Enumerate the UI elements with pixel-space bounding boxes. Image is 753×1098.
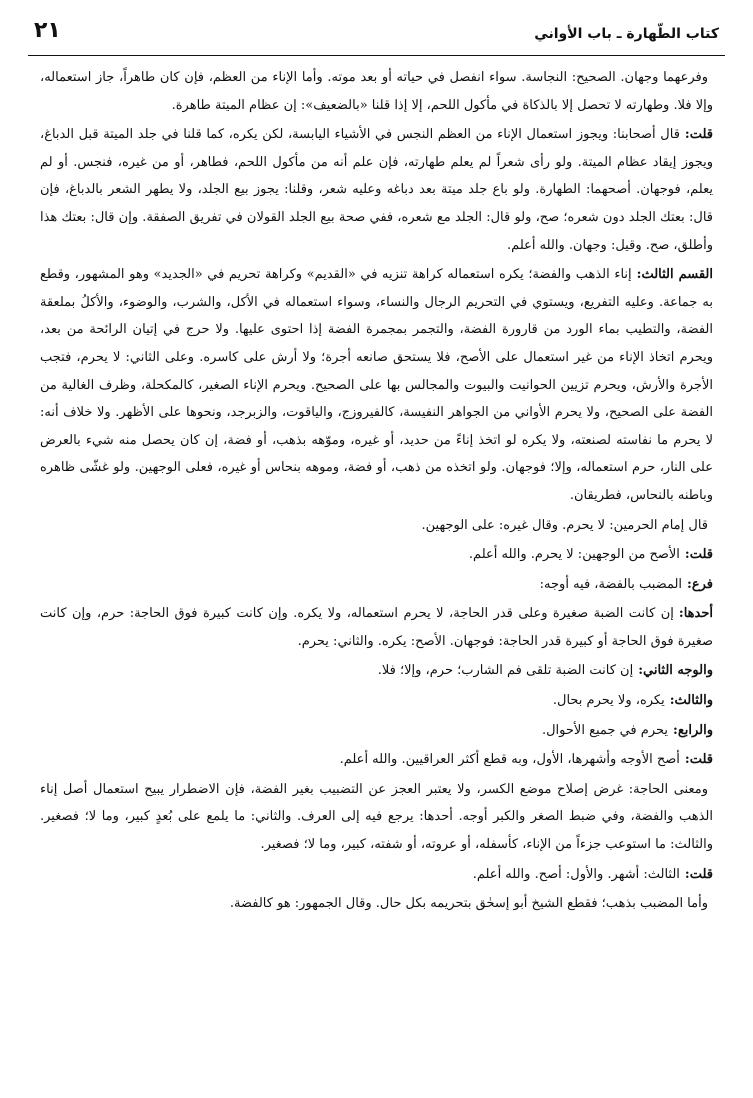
paragraph-lead: قلت: <box>684 127 713 143</box>
paragraph <box>40 512 713 540</box>
paragraph <box>40 746 713 774</box>
page-number: ٢١ <box>34 18 61 43</box>
paragraph-lead: والوجه الثاني: <box>638 663 713 679</box>
paragraph-lead: فرع: <box>687 576 713 592</box>
running-title: كتاب الطّهارة ـ باب الأواني <box>534 26 719 42</box>
paragraph <box>40 687 713 715</box>
header-rule <box>28 55 725 56</box>
paragraph <box>40 64 713 119</box>
paragraph-text: الثالث: أشهر. والأول: أصح. والله أعلم. <box>472 866 680 882</box>
paragraph-text: يكره، ولا يحرم بحال. <box>552 693 665 709</box>
paragraph-text: الأصح من الوجهين: لا يحرم. والله أعلم. <box>468 547 680 563</box>
paragraph-text: يحرم في جميع الأحوال. <box>541 722 669 738</box>
paragraph <box>40 121 713 259</box>
page-header <box>34 10 719 54</box>
paragraph-text: ومعنى الحاجة: غرض إصلاح موضع الكسر، ولا يعتبر العجز عن التضبيب بغير الفضة، فإن الاضطرار يبيح استعمال أصل إناء الذهب والفضة، وفي ضبط الصغر والكبر أوجه. أحدها: يرجع فيه إلى العرف. والثاني: ما يلمع على بُعدٍ كبير، وما لا؛ فصغير. والثالث: ما استوعب جزءاً من الإناء، كأسفله، أو عروته، أو شفته، كبير، وما لا؛ فصغير. <box>40 781 713 853</box>
paragraph-text: وفرعهما وجهان. الصحيح: النجاسة. سواء انفصل في حياته أو بعد موته. وأما الإناء من العظم، فإن كان طاهراً، جاز استعماله، وإلا فلا. وطهارته لا تحصل إلا بالذكاة في مأكول اللحم، إلا إذا قلنا «بالضعيف»: إن عظام الميتة طاهرة. <box>40 70 713 113</box>
paragraph-text: قال أصحابنا: ويجوز استعمال الإناء من العظم النجس في الأشياء اليابسة، لكن يكره، كما قلنا في جلد الميتة قبل الدباغ، ويجوز إيقاد عظام الميتة. ولو رأى شعراً لم يعلم طهارته، فإن علم أنه من مأكول اللحم، فطاهر، أو من غيره، فنجس. أو لم يعلم، فوجهان. أصحهما: الطهارة. ولو باع جلد ميتة بعد دباغه وعليه شعر، وقلنا: يجوز بيع الجلد، ولا يطهر الشعر بالدباغ، فإن قال: بعتك الجلد دون شعره؛ صح، ولو قال: الجلد مع شعره، ففي صحة بيع الجلد القولان في تفريق الصفقة. وإن قال: بعتك هذا وأطلق، صح. وقيل: وجهان. والله أعلم. <box>40 127 713 253</box>
paragraph-lead: أحدها: <box>678 606 713 622</box>
paragraph-text: قال إمام الحرمين: لا يحرم. وقال غيره: على الوجهين. <box>421 517 708 533</box>
paragraph-lead: القسم الثالث: <box>636 267 713 283</box>
paragraph <box>40 541 713 569</box>
paragraph <box>40 600 713 655</box>
paragraph <box>40 861 713 889</box>
paragraph <box>40 890 713 918</box>
paragraph-lead: قلت: <box>684 752 713 768</box>
paragraph-lead: قلت: <box>684 866 713 882</box>
paragraph-lead: قلت: <box>684 547 713 563</box>
paragraph <box>40 261 713 509</box>
paragraph-text: إن كانت الضبة صغيرة وعلى قدر الحاجة، لا يحرم استعماله، ولا يكره. وإن كانت كبيرة فوق الحاجة: حرم، وإن كانت صغيرة فوق الحاجة أو كبيرة قدر الحاجة: فوجهان. الأصح: يكره. والثاني: يحرم. <box>40 606 713 649</box>
paragraph-text: إن كانت الضبة تلقى فم الشارب؛ حرم، وإلا؛ فلا. <box>377 663 634 679</box>
page-body <box>40 64 713 1090</box>
paragraph <box>40 776 713 859</box>
paragraph-text: المضبب بالفضة، فيه أوجه: <box>539 576 683 592</box>
paragraph-text: وأما المضبب بذهب؛ فقطع الشيخ أبو إسحٰق بتحريمه بكل حال. وقال الجمهور: هو كالفضة. <box>229 896 708 912</box>
paragraph-text: أصح الأوجه وأشهرها، الأول، وبه قطع أكثر العراقيين. والله أعلم. <box>339 752 680 768</box>
paragraph-lead: والثالث: <box>669 693 713 709</box>
paragraph <box>40 717 713 745</box>
paragraph <box>40 657 713 685</box>
paragraph-lead: والرابع: <box>673 722 713 738</box>
paragraph <box>40 571 713 599</box>
paragraph-text: إناء الذهب والفضة؛ يكره استعماله كراهة تنزيه في «القديم» وكراهة تحريم في «الجديد» وهو المشهور، وقطع به جماعة. وعليه التفريع، ويستوي في التحريم الرجال والنساء، وسواء استعماله في الأكل، والشرب، والوضوء، والأكلُ بملعقة الفضة، والتطيب بماء الورد من قارورة الفضة، والتجمر بمجمرة الفضة إذا احتوى عليها. ولا حرج في إتيان الرائحة من بعد، ويحرم اتخاذ الإناء من غير استعمال على الأصح، فلا يستحق صانعه أجرة؛ ولا أرش على كاسره. وعلى الثاني: لا يحرم، فتجب الأجرة والأرش، ويحرم تزيين الحوانيت والبيوت والمجالس بها على الصحيح. ويحرم الإناء الصغير، كالمكحلة، وظرف الغالية من الفضة على الصحيح، ولا يحرم الأواني من الجواهر النفيسة، كالفيروزج، والياقوت، والزبرجد، ونحوها على الأظهر. ولا خلاف أنه: لا يحرم ما نفاسته لصنعته، ولا يكره لو اتخذ إناءً من حديد، أو غيره، وموّهه بذهب، أو فضة، إن كان يحصل منه شيء بالعرض على النار، حرم استعماله، وإلا؛ فوجهان. ولو اتخذه من ذهب، أو فضة، وموهه بنحاس أو غيره، فعلى الوجهين. ولو غشّى ظاهره وباطنه بالنحاس، فطريقان. <box>40 267 713 503</box>
